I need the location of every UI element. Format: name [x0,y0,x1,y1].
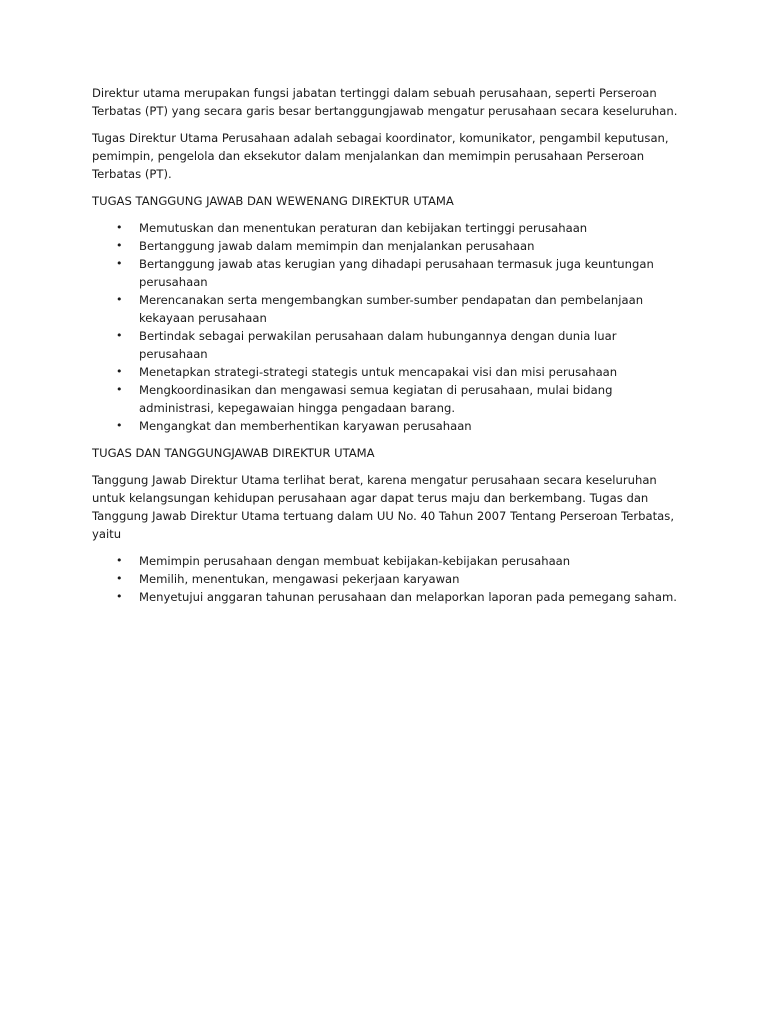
bullet-icon: • [116,572,123,585]
bullet-icon: • [116,221,123,234]
list-item [92,219,682,237]
list-item-text: Menyetujui anggaran tahunan perusahaan dan melaporkan laporan pada pemegang saham. [139,590,677,604]
list-item [92,552,682,570]
list-item-text: Bertanggung jawab dalam memimpin dan menjalankan perusahaan [139,239,535,253]
bullet-icon: • [116,383,123,396]
list-item-text: Mengangkat dan memberhentikan karyawan perusahaan [139,419,472,433]
list-item [92,363,682,381]
document-page [92,84,682,615]
list-item [92,588,682,606]
list-item [92,417,682,435]
bullet-icon: • [116,329,123,342]
section1-bullet-list [92,219,682,435]
intro-paragraph-1: Direktur utama merupakan fungsi jabatan tertinggi dalam sebuah perusahaan, seperti Perseroan Terbatas (PT) yang secara garis besar bertanggungjawab mengatur perusahaan secara keseluruhan. [92,86,678,118]
bullet-icon: • [116,554,123,567]
list-item [92,237,682,255]
list-item-text: Memutuskan dan menentukan peraturan dan kebijakan tertinggi perusahaan [139,221,588,235]
list-item [92,570,682,588]
section2-paragraph: Tanggung Jawab Direktur Utama terlihat berat, karena mengatur perusahaan secara keseluruhan untuk kelangsungan kehidupan perusahaan agar dapat terus maju dan berkembang. Tugas dan Tanggung Jawab Direktur Utama tertuang dalam UU No. 40 Tahun 2007 Tentang Perseroan Terbatas, yaitu [92,473,674,541]
bullet-icon: • [116,257,123,270]
list-item-text: Bertindak sebagai perwakilan perusahaan dalam hubungannya dengan dunia luar perusahaan [139,329,617,361]
bullet-icon: • [116,590,123,603]
list-item-text: Mengkoordinasikan dan mengawasi semua kegiatan di perusahaan, mulai bidang administrasi, kepegawaian hingga pengadaan barang. [139,383,613,415]
list-item-text: Memimpin perusahaan dengan membuat kebijakan-kebijakan perusahaan [139,554,571,568]
list-item-text: Menetapkan strategi-strategi stategis untuk mencapakai visi dan misi perusahaan [139,365,618,379]
bullet-icon: • [116,239,123,252]
list-item [92,255,682,291]
list-item-text: Bertanggung jawab atas kerugian yang dihadapi perusahaan termasuk juga keuntungan perusahaan [139,257,654,289]
intro-paragraph-2: Tugas Direktur Utama Perusahaan adalah sebagai koordinator, komunikator, pengambil keputusan, pemimpin, pengelola dan eksekutor dalam menjalankan dan memimpin perusahaan Perseroan Terbatas (PT). [92,131,669,181]
list-item [92,291,682,327]
list-item [92,381,682,417]
bullet-icon: • [116,365,123,378]
section2-bullet-list [92,552,682,606]
bullet-icon: • [116,419,123,432]
list-item-text: Merencanakan serta mengembangkan sumber-sumber pendapatan dan pembelanjaan kekayaan perusahaan [139,293,644,325]
list-item-text: Memilih, menentukan, mengawasi pekerjaan karyawan [139,572,460,586]
section2-heading: TUGAS DAN TANGGUNGJAWAB DIREKTUR UTAMA [92,446,375,460]
list-item [92,327,682,363]
section1-heading: TUGAS TANGGUNG JAWAB DAN WEWENANG DIREKTUR UTAMA [92,194,454,208]
bullet-icon: • [116,293,123,306]
